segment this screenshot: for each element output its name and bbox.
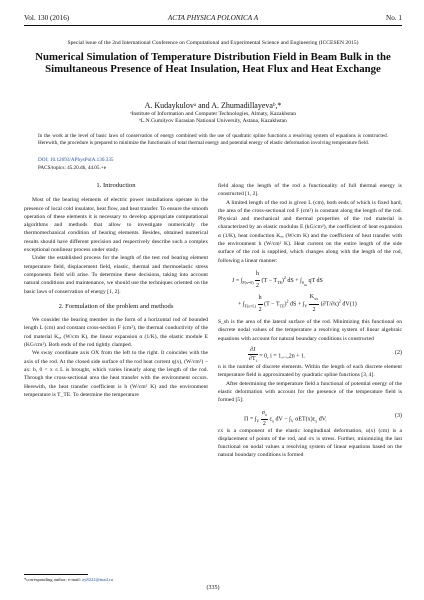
equation-2: $\frac{\partial J}{\partial T_i}$ = 0, i = 1,...,2n + 1. (2)	[249, 347, 402, 364]
section-title-introduction: 1. Introduction	[96, 182, 136, 189]
abstract: In the work at the level of basic laws of conservation of energy combined with the use of quadratic spline functions a resolving system of equations is constructed. Herewith, the procedure is prepared to minimize the functionals of total thermal energy and potential energy of elastic deformation involving temperature field.	[38, 133, 388, 147]
equation-3-number: (3)	[395, 412, 402, 419]
footnote-text: *corresponding author; e-mail:	[24, 577, 81, 582]
right-paragraph-6: εx is a component of the elastic longitudinal deformation, u(x) (cm) is a displacement of points of the rod, and σx is stress. Further, minimizing the last functional on nodal values a resolving system of linear equations based on the natural boundary conditions is formed	[218, 427, 402, 459]
intro-paragraph-2: Under the established process for the length of the test rod bearing element temperature field, displacement field, elastic, thermal and thermoelastic stress components field will arise. To determine these decisions, taking into account natural conditions and maintenance, we should use the techniques oriented on the basic laws of conservation of energy [1, 2].	[24, 255, 208, 295]
formulation-paragraph-2: We sway coordinate axis OX from the left to the right. It coincides with the axis of the rod. At the closed side surface of the rod heat current q(x), (W/cm²) − ax: b, 0 < x ≤ L is brought, which varies linearly along the length of the rod. Through the cross-sectional area the heat transfer with the environment occurs. Herewith, the heat transfer coefficient is h (W/cm² K) and the environment temperature is T_TE. To determine the temperature	[24, 350, 208, 398]
footnote-rule	[24, 574, 88, 575]
header-rule	[24, 25, 402, 26]
affiliations	[24, 111, 402, 125]
equation-3: $\Pi = \int_V$ $\frac{\sigma_x}{2}$ $\varepsilon_x$ dV − $\int_V$ $\alpha ET(x)\varepsilon_x$ dV. (3)	[244, 409, 402, 428]
right-paragraph-3: S_sh is the area of the lateral surface of the rod. Minimizing this functional on discrete nodal values of the temperature a resolving system of linear algebraic equations with account for natural boundary conditions is constructed	[218, 319, 402, 342]
author-list: A. Kudaykulovᵃ and A. Zhumadillayevaᵇ,*	[144, 101, 282, 110]
right-column	[218, 182, 402, 460]
issue-number: No. 1	[386, 14, 402, 22]
volume-label: Vol. 130 (2016)	[24, 14, 70, 22]
author-email-link[interactable]: ay8222@mail.ru	[82, 577, 113, 582]
equation-1: $J = \int_{F(x=0)}$ $\frac{h}{2}$ $(T - T_{TE})^2$ dS + $\int_{S_{sh}}$ qT dS + $\int_{F(x=L)}$ $\frac{h}{2}$ $(T - T_{TE})^2$ dS + $\int_V$ $\frac{K_{xx}}{2}$ $(\partial T/\partial x)^2$ dV(1)	[232, 270, 357, 314]
page-number: (335)	[206, 585, 220, 591]
formulation-paragraph-1: We consider the bearing member in the form of a horizontal rod of bounded length L (cm) and constant cross-section F (cm²), the thermal conductivity of the rod material Kₓₓ (W/cm K), the linear expansion α (1/K), the elastic module E (KG/cm²). Both ends of the rod tightly clamped.	[24, 317, 208, 349]
pacs-codes: PACS/topics: 45.20.dh, 44.05.+e	[38, 165, 107, 171]
paper-title: Numerical Simulation of Temperature Distribution Field in Beam Bulk in the Simultaneous Presence of Heat Insulation, Heat Flux and Heat Exchange	[35, 51, 391, 76]
journal-name: ACTA PHYSICA POLONICA A	[167, 14, 259, 22]
right-paragraph-4: n is the number of discrete elements. Within the length of each discrete element temperature field is approximated by quadratic spline functions [3, 4].	[218, 364, 402, 379]
equation-2-number: (2)	[395, 350, 402, 357]
intro-paragraph-1: Most of the bearing elements of electric power installations operate in the presence of local cold insulator, heat flow, and heat transfer. To ensure the smooth operation of these elements it is necessary to develop appropriate computational algorithms and methods that allow to investigate numerically the thermomechanical condition of bearing elements. Besides, obtained numerical results should have different precision and respectively describe such a complex exceptional nonlinear process under study.	[24, 197, 208, 254]
left-column	[24, 182, 208, 399]
equation-2-body: = 0, i = 1,...,2n + 1.	[259, 353, 306, 360]
doi-link[interactable]: DOI: 10.12693/APhysPolA.130.335	[38, 157, 114, 163]
special-issue-note: Special issue of the 2nd International Conference on Computational and Experimental Science and Engineering (ICCESEN 2015)	[67, 40, 359, 46]
right-paragraph-2: A limited length of the rod is given L (cm), both ends of which is fixed hard, the area of the cross-sectional rod F (cm²) is constant along the length of the rod. Physical and mechanical and thermal properties of the rod material is characterized by an elastic modulus E (kG/cm²), the coefficient of heat expansion α (1/K), heat conduction Kₓₓ (W/cm K) and the coefficient of heat transfer with the environment h (W/cm² K). Heat current on the entire length of the side surface of the rod is supplied, which changes along with the length of the rod, following a linear manner:	[218, 199, 402, 264]
right-paragraph-5: After determining the temperature field a functional of potential energy of the elastic deformation with account for the presence of the temperature field is formed [5]:	[218, 380, 402, 404]
affiliation-a: ᵃInstitute of Information and Computer Technologies, Almaty, Kazakhstan	[129, 111, 297, 117]
right-paragraph-1: field along the length of the rod a functionality of full thermal energy is constructed [1, 2].	[218, 183, 402, 198]
running-header	[24, 14, 402, 24]
affiliation-b: ᵇL.N.Gumilyov Eurasian National University, Astana, Kazakhstan	[139, 118, 287, 124]
section-title-formulation: 2. Formulation of the problem and methods	[58, 302, 174, 310]
corresponding-author-footnote	[24, 577, 113, 582]
